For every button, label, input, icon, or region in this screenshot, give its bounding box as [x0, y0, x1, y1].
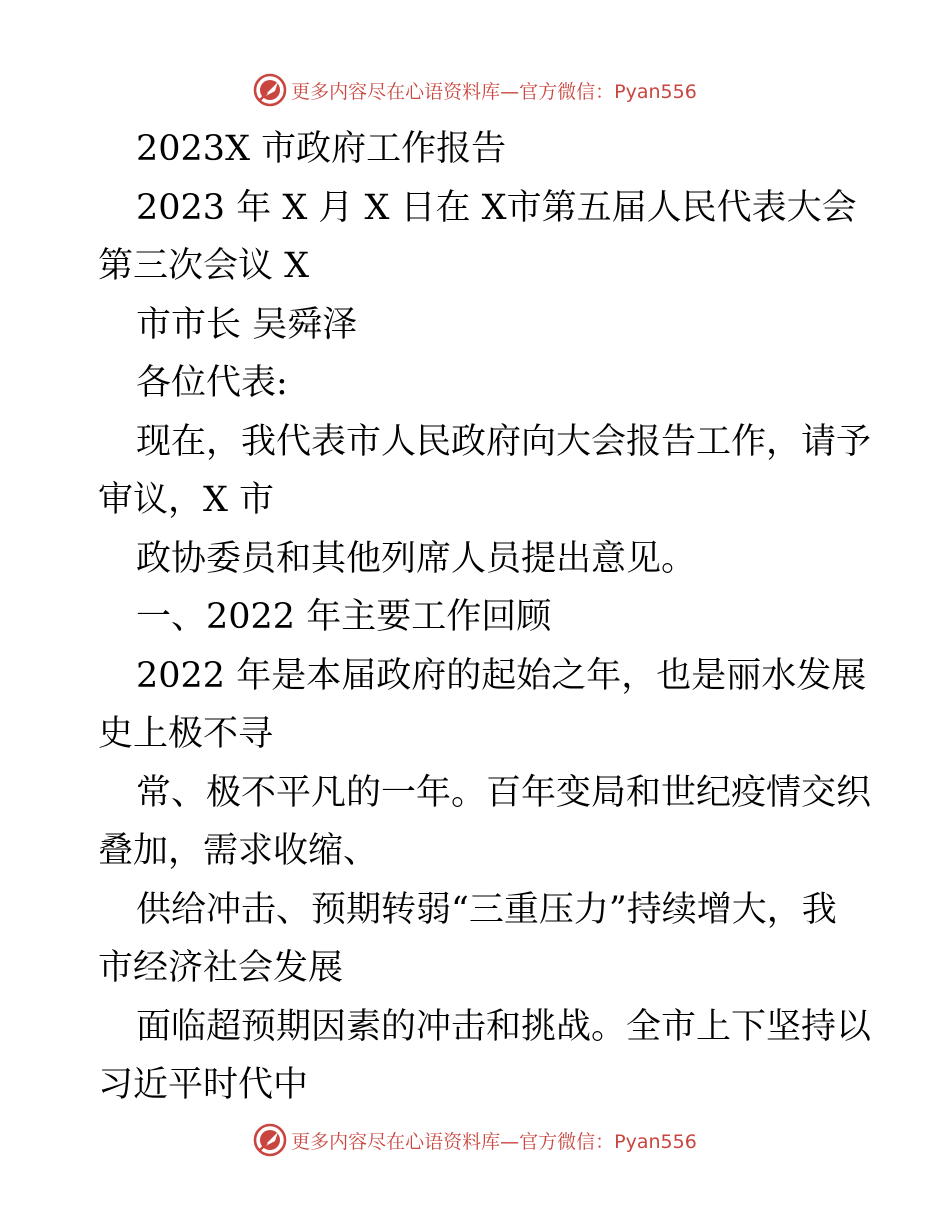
document-body [98, 120, 872, 1115]
document-line: 习近平时代中 [98, 1065, 309, 1105]
document-line: 2022 年是本届政府的起始之年，也是丽水发展 [136, 655, 867, 696]
document-line: 面临超预期因素的冲击和挑战。全市上下坚持以 [136, 1006, 872, 1047]
quill-pen-logo-icon [253, 73, 287, 107]
header-banner-text: 更多内容尽在心语资料库—官方微信：Pyan556 [291, 80, 697, 103]
document-line: 2023 年 X 月 X 日在 X市第五届人民代表大会 [136, 187, 857, 228]
document-line: 市经济社会发展 [98, 948, 344, 988]
document-line: 各位代表: [136, 363, 288, 403]
document-line: 一、2022 年主要工作回顾 [136, 597, 552, 637]
document-line: 史上极不寻 [98, 714, 274, 754]
footer-banner [0, 1120, 950, 1160]
document-line: 政协委员和其他列席人员提出意见。 [136, 538, 697, 579]
document-line: 常、极不平凡的一年。百年变局和世纪疫情交织 [136, 772, 872, 813]
document-line: 叠加，需求收缩、 [98, 831, 379, 871]
document-line: 2023X 市政府工作报告 [136, 129, 507, 169]
document-line: 审议，X 市 [98, 480, 275, 520]
document-line: 供给冲击、预期转弱“三重压力”持续增大，我 [136, 889, 837, 930]
document-line: 现在，我代表市人民政府向大会报告工作，请予 [136, 421, 872, 462]
document-line: 市市长 吴舜泽 [136, 304, 358, 345]
document-line: 第三次会议 X [98, 246, 310, 286]
footer-banner-text: 更多内容尽在心语资料库—官方微信：Pyan556 [291, 1130, 697, 1153]
header-banner [0, 70, 950, 110]
quill-pen-logo-icon [253, 1123, 287, 1157]
